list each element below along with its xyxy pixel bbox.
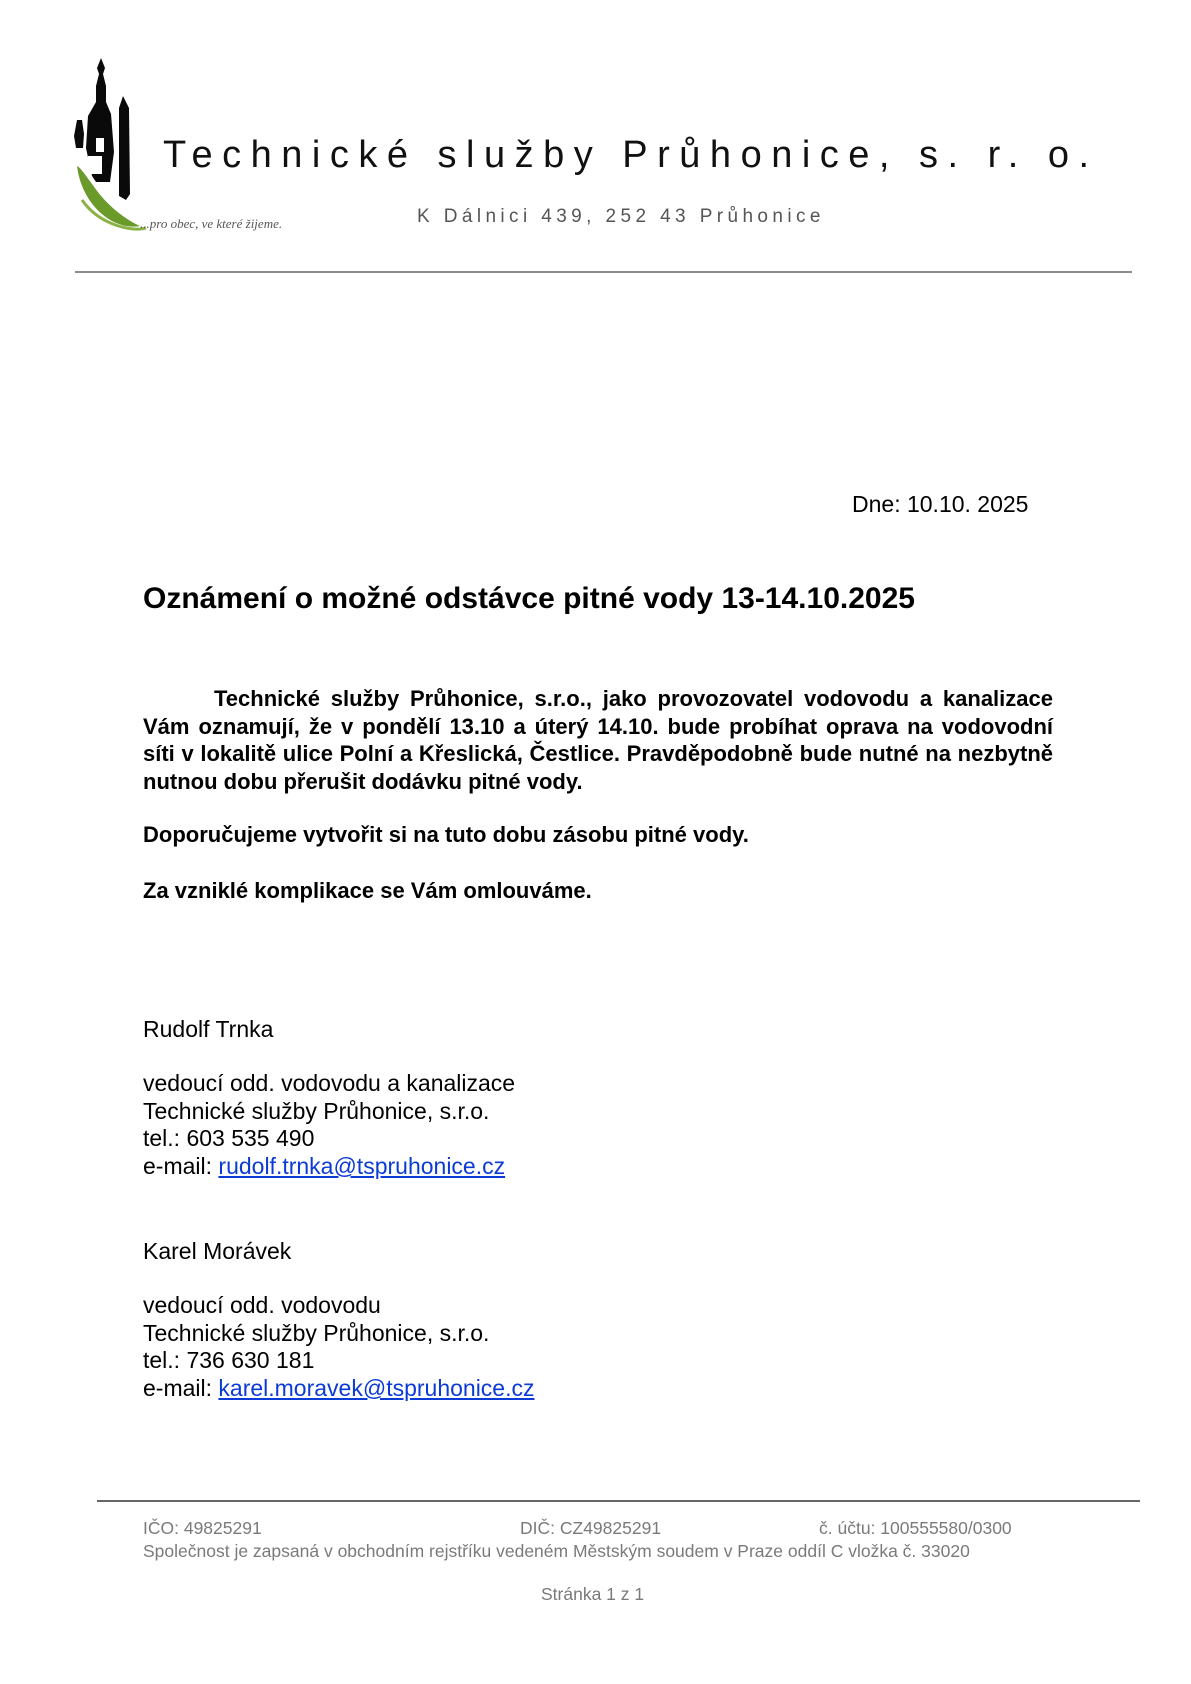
contact-email-row <box>143 1375 535 1403</box>
contact-company: Technické služby Průhonice, s.r.o. <box>143 1097 490 1124</box>
apology-text: Za vzniklé komplikace se Vám omlouváme. <box>143 878 592 903</box>
contact-role: vedoucí odd. vodovodu a kanalizace <box>143 1070 516 1096</box>
header-divider <box>75 271 1132 273</box>
document-title: Oznámení o možné odstávce pitné vody 13-14.10.2025 <box>143 582 915 615</box>
footer-account: č. účtu: 100555580/0300 <box>819 1518 1012 1538</box>
contact-name: Rudolf Trnka <box>143 1016 274 1042</box>
contact-name: Karel Morávek <box>143 1238 292 1264</box>
contact-company: Technické služby Průhonice, s.r.o. <box>143 1319 490 1346</box>
company-address: K Dálnici 439, 252 43 Průhonice <box>417 206 825 227</box>
contact-role: vedoucí odd. vodovodu <box>143 1292 381 1318</box>
announcement-paragraph: Technické služby Průhonice, s.r.o., jako provozovatel vodovodu a kanalizace Vám oznamují, že v pondělí 13.10 a úterý 14.10. bude probíhat oprava na vodovodní síti v lokalitě ulice Polní a Křeslická, Čestlice. Pravděpodobně bude nutné na nezbytně nutnou dobu přerušit dodávku pitné vody. <box>143 686 1053 794</box>
footer-registry: Společnost je zapsaná v obchodním rejstříku vedeném Městským soudem v Praze oddíl C vložka č. 33020 <box>143 1541 970 1561</box>
contact-email-row <box>143 1153 515 1181</box>
email-link-karel[interactable]: karel.moravek@tspruhonice.cz <box>218 1375 535 1402</box>
footer-ico: IČO: 49825291 <box>143 1518 262 1538</box>
contact-phone: tel.: 603 535 490 <box>143 1125 315 1152</box>
recommendation-text: Doporučujeme vytvořit si na tuto dobu zásobu pitné vody. <box>143 822 749 847</box>
email-label: e-mail: <box>143 1153 219 1180</box>
contact-details <box>143 1292 535 1403</box>
contact-details <box>143 1070 515 1181</box>
contact-phone: tel.: 736 630 181 <box>143 1347 315 1374</box>
company-name: Technické služby Průhonice, s. r. o. <box>163 134 1099 176</box>
footer-dic: DIČ: CZ49825291 <box>520 1518 662 1538</box>
page-number: Stránka 1 z 1 <box>541 1584 645 1604</box>
email-link-rudolf[interactable]: rudolf.trnka@tspruhonice.cz <box>218 1153 506 1180</box>
logo-tagline: ...pro obec, ve které žijeme. <box>140 216 283 231</box>
footer-divider <box>97 1500 1140 1502</box>
document-date: Dne: 10.10. 2025 <box>852 491 1029 517</box>
email-label: e-mail: <box>143 1375 219 1402</box>
